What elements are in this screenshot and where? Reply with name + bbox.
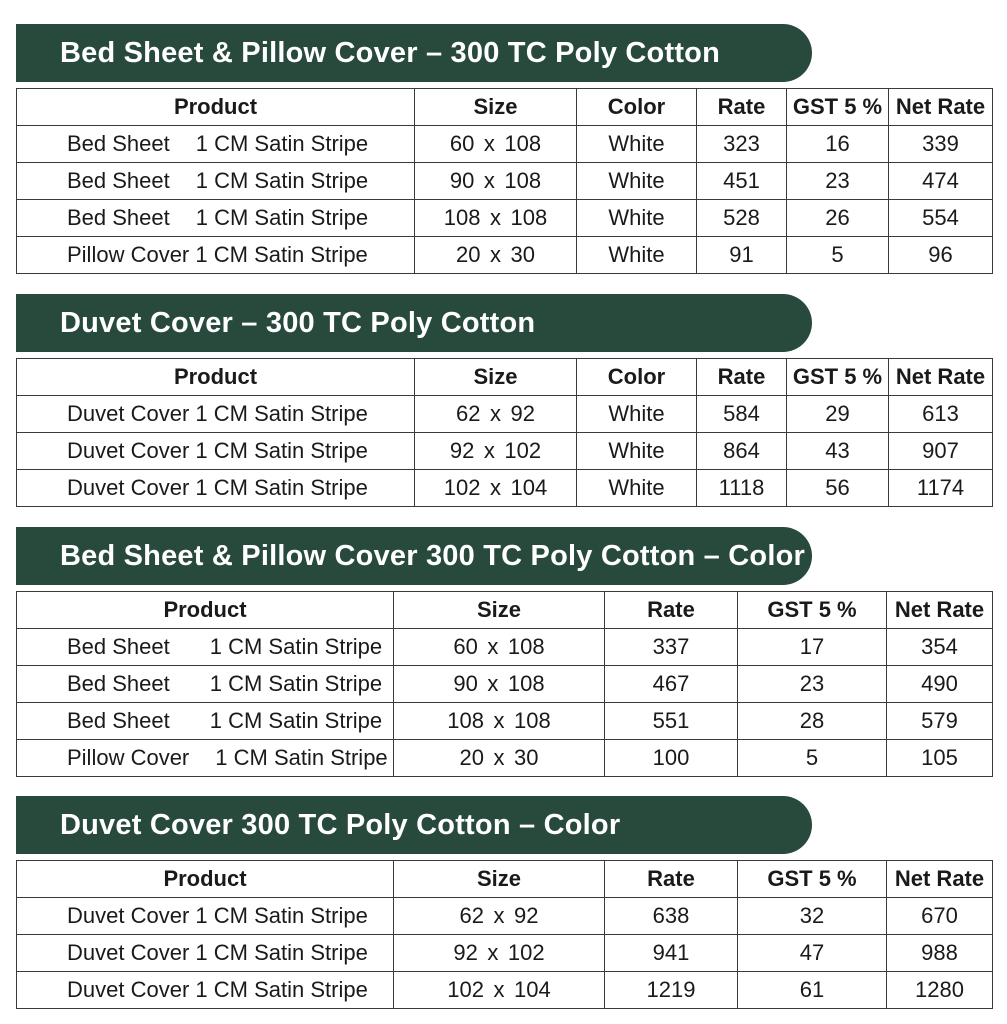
gst-cell: 56 <box>787 470 889 507</box>
size-cell <box>394 972 605 1009</box>
size-width: 92 <box>449 438 475 463</box>
section-title-banner: Bed Sheet & Pillow Cover 300 TC Poly Cotton – Color <box>16 527 812 585</box>
section-title-banner: Duvet Cover – 300 TC Poly Cotton <box>16 294 812 352</box>
rate-cell: 941 <box>605 935 738 972</box>
size-width: 60 <box>453 634 478 659</box>
product-cell <box>17 237 415 274</box>
header-net-rate: Net Rate <box>887 592 993 629</box>
rate-cell: 451 <box>697 163 787 200</box>
size-width: 90 <box>453 671 478 696</box>
header-gst: GST 5 % <box>787 359 889 396</box>
product-name: Bed Sheet <box>67 131 170 156</box>
size-cell <box>415 126 577 163</box>
price-table <box>16 358 993 507</box>
size-cell <box>394 703 605 740</box>
table-row <box>17 898 993 935</box>
product-name: Bed Sheet <box>67 634 170 659</box>
color-cell: White <box>577 470 697 507</box>
net-rate-cell: 339 <box>889 126 993 163</box>
gst-cell: 32 <box>738 898 887 935</box>
product-spec: 1 CM Satin Stripe <box>195 205 369 230</box>
table-header-row <box>17 861 993 898</box>
size-separator: x <box>493 708 505 733</box>
product-cell <box>17 972 394 1009</box>
gst-cell: 43 <box>787 433 889 470</box>
product-name: Duvet Cover <box>67 903 190 928</box>
table-row <box>17 470 993 507</box>
table-header-row <box>17 592 993 629</box>
header-rate: Rate <box>605 592 738 629</box>
table-row <box>17 126 993 163</box>
product-spec: 1 CM Satin Stripe <box>195 903 368 928</box>
size-cell <box>415 237 577 274</box>
product-cell <box>17 470 415 507</box>
rate-cell: 91 <box>697 237 787 274</box>
size-width: 92 <box>453 940 478 965</box>
table-header-row <box>17 359 993 396</box>
color-cell: White <box>577 237 697 274</box>
color-cell: White <box>577 163 697 200</box>
size-separator: x <box>487 940 499 965</box>
size-width: 60 <box>449 131 475 156</box>
product-name: Duvet Cover <box>67 438 190 463</box>
color-cell: White <box>577 126 697 163</box>
header-color: Color <box>577 89 697 126</box>
product-cell <box>17 126 415 163</box>
rate-cell: 100 <box>605 740 738 777</box>
product-cell <box>17 433 415 470</box>
net-rate-cell: 670 <box>887 898 993 935</box>
size-length: 104 <box>514 977 551 1002</box>
table-row <box>17 237 993 274</box>
section-title-banner: Bed Sheet & Pillow Cover – 300 TC Poly Cotton <box>16 24 812 82</box>
size-cell <box>415 200 577 237</box>
header-product: Product <box>17 89 415 126</box>
rate-cell: 638 <box>605 898 738 935</box>
product-spec: 1 CM Satin Stripe <box>209 671 383 696</box>
product-spec: 1 CM Satin Stripe <box>195 438 368 463</box>
product-cell <box>17 200 415 237</box>
gst-cell: 5 <box>787 237 889 274</box>
size-cell <box>415 470 577 507</box>
table-row <box>17 740 993 777</box>
size-length: 30 <box>514 745 539 770</box>
net-rate-cell: 490 <box>887 666 993 703</box>
size-cell <box>394 740 605 777</box>
gst-cell: 26 <box>787 200 889 237</box>
size-length: 108 <box>514 708 551 733</box>
net-rate-cell: 1174 <box>889 470 993 507</box>
product-cell <box>17 629 394 666</box>
size-separator: x <box>490 205 501 230</box>
header-size: Size <box>415 89 577 126</box>
table-row <box>17 629 993 666</box>
section-title-banner: Duvet Cover 300 TC Poly Cotton – Color <box>16 796 812 854</box>
net-rate-cell: 96 <box>889 237 993 274</box>
size-width: 90 <box>449 168 475 193</box>
header-net-rate: Net Rate <box>889 359 993 396</box>
size-cell <box>415 163 577 200</box>
size-width: 108 <box>447 708 484 733</box>
price-table <box>16 860 993 1009</box>
product-cell <box>17 703 394 740</box>
size-length: 92 <box>514 903 539 928</box>
size-cell <box>394 935 605 972</box>
product-name: Pillow Cover <box>67 745 190 770</box>
product-spec: 1 CM Satin Stripe <box>195 940 368 965</box>
size-width: 62 <box>459 903 484 928</box>
size-length: 30 <box>510 242 535 267</box>
header-rate: Rate <box>605 861 738 898</box>
gst-cell: 28 <box>738 703 887 740</box>
gst-cell: 47 <box>738 935 887 972</box>
size-cell <box>394 666 605 703</box>
size-separator: x <box>490 401 501 426</box>
net-rate-cell: 105 <box>887 740 993 777</box>
size-length: 102 <box>504 438 542 463</box>
product-name: Pillow Cover <box>67 242 190 267</box>
product-spec: 1 CM Satin Stripe <box>195 242 368 267</box>
product-name: Duvet Cover <box>67 940 190 965</box>
size-width: 102 <box>447 977 484 1002</box>
table-row <box>17 935 993 972</box>
product-spec: 1 CM Satin Stripe <box>195 131 369 156</box>
net-rate-cell: 613 <box>889 396 993 433</box>
size-length: 108 <box>504 168 542 193</box>
table-row <box>17 200 993 237</box>
table-row <box>17 666 993 703</box>
header-gst: GST 5 % <box>738 861 887 898</box>
product-spec: 1 CM Satin Stripe <box>209 634 383 659</box>
gst-cell: 61 <box>738 972 887 1009</box>
product-name: Bed Sheet <box>67 708 170 733</box>
size-separator: x <box>490 475 501 500</box>
size-cell <box>394 898 605 935</box>
rate-cell: 528 <box>697 200 787 237</box>
rate-cell: 551 <box>605 703 738 740</box>
rate-cell: 864 <box>697 433 787 470</box>
size-length: 104 <box>510 475 548 500</box>
product-spec: 1 CM Satin Stripe <box>195 401 368 426</box>
size-cell <box>394 629 605 666</box>
size-separator: x <box>493 977 505 1002</box>
size-width: 102 <box>443 475 481 500</box>
size-separator: x <box>490 242 501 267</box>
size-cell <box>415 433 577 470</box>
table-header-row <box>17 89 993 126</box>
price-table <box>16 88 993 274</box>
product-cell <box>17 666 394 703</box>
color-cell: White <box>577 200 697 237</box>
product-name: Bed Sheet <box>67 205 170 230</box>
size-separator: x <box>493 903 505 928</box>
size-separator: x <box>483 168 495 193</box>
size-length: 102 <box>507 940 545 965</box>
rate-cell: 467 <box>605 666 738 703</box>
product-name: Bed Sheet <box>67 168 170 193</box>
product-name: Duvet Cover <box>67 475 190 500</box>
table-row <box>17 703 993 740</box>
net-rate-cell: 474 <box>889 163 993 200</box>
product-spec: 1 CM Satin Stripe <box>195 168 369 193</box>
size-separator: x <box>487 671 499 696</box>
header-size: Size <box>394 592 605 629</box>
net-rate-cell: 579 <box>887 703 993 740</box>
size-length: 108 <box>504 131 542 156</box>
table-row <box>17 433 993 470</box>
product-cell <box>17 396 415 433</box>
size-length: 108 <box>507 671 545 696</box>
rate-cell: 584 <box>697 396 787 433</box>
product-spec: 1 CM Satin Stripe <box>195 475 368 500</box>
rate-cell: 337 <box>605 629 738 666</box>
gst-cell: 17 <box>738 629 887 666</box>
product-spec: 1 CM Satin Stripe <box>209 708 383 733</box>
header-rate: Rate <box>697 359 787 396</box>
size-width: 20 <box>459 745 484 770</box>
net-rate-cell: 988 <box>887 935 993 972</box>
product-name: Bed Sheet <box>67 671 170 696</box>
size-separator: x <box>483 438 495 463</box>
size-width: 20 <box>456 242 481 267</box>
rate-cell: 1219 <box>605 972 738 1009</box>
gst-cell: 5 <box>738 740 887 777</box>
product-cell <box>17 163 415 200</box>
rate-cell: 1118 <box>697 470 787 507</box>
color-cell: White <box>577 396 697 433</box>
gst-cell: 23 <box>738 666 887 703</box>
size-length: 108 <box>510 205 548 230</box>
product-name: Duvet Cover <box>67 401 190 426</box>
header-product: Product <box>17 359 415 396</box>
gst-cell: 29 <box>787 396 889 433</box>
header-net-rate: Net Rate <box>889 89 993 126</box>
size-separator: x <box>483 131 495 156</box>
price-table <box>16 591 993 777</box>
header-size: Size <box>415 359 577 396</box>
product-name: Duvet Cover <box>67 977 190 1002</box>
size-width: 62 <box>456 401 481 426</box>
size-length: 92 <box>510 401 535 426</box>
net-rate-cell: 554 <box>889 200 993 237</box>
product-cell <box>17 935 394 972</box>
product-spec: 1 CM Satin Stripe <box>215 745 388 770</box>
header-color: Color <box>577 359 697 396</box>
size-cell <box>415 396 577 433</box>
product-cell <box>17 740 394 777</box>
size-separator: x <box>487 634 499 659</box>
product-cell <box>17 898 394 935</box>
color-cell: White <box>577 433 697 470</box>
header-rate: Rate <box>697 89 787 126</box>
header-gst: GST 5 % <box>738 592 887 629</box>
net-rate-cell: 1280 <box>887 972 993 1009</box>
rate-cell: 323 <box>697 126 787 163</box>
size-width: 108 <box>443 205 481 230</box>
net-rate-cell: 907 <box>889 433 993 470</box>
header-gst: GST 5 % <box>787 89 889 126</box>
size-length: 108 <box>507 634 545 659</box>
gst-cell: 23 <box>787 163 889 200</box>
table-row <box>17 396 993 433</box>
header-product: Product <box>17 592 394 629</box>
net-rate-cell: 354 <box>887 629 993 666</box>
gst-cell: 16 <box>787 126 889 163</box>
product-spec: 1 CM Satin Stripe <box>195 977 368 1002</box>
table-row <box>17 972 993 1009</box>
header-net-rate: Net Rate <box>887 861 993 898</box>
size-separator: x <box>493 745 505 770</box>
header-product: Product <box>17 861 394 898</box>
table-row <box>17 163 993 200</box>
header-size: Size <box>394 861 605 898</box>
